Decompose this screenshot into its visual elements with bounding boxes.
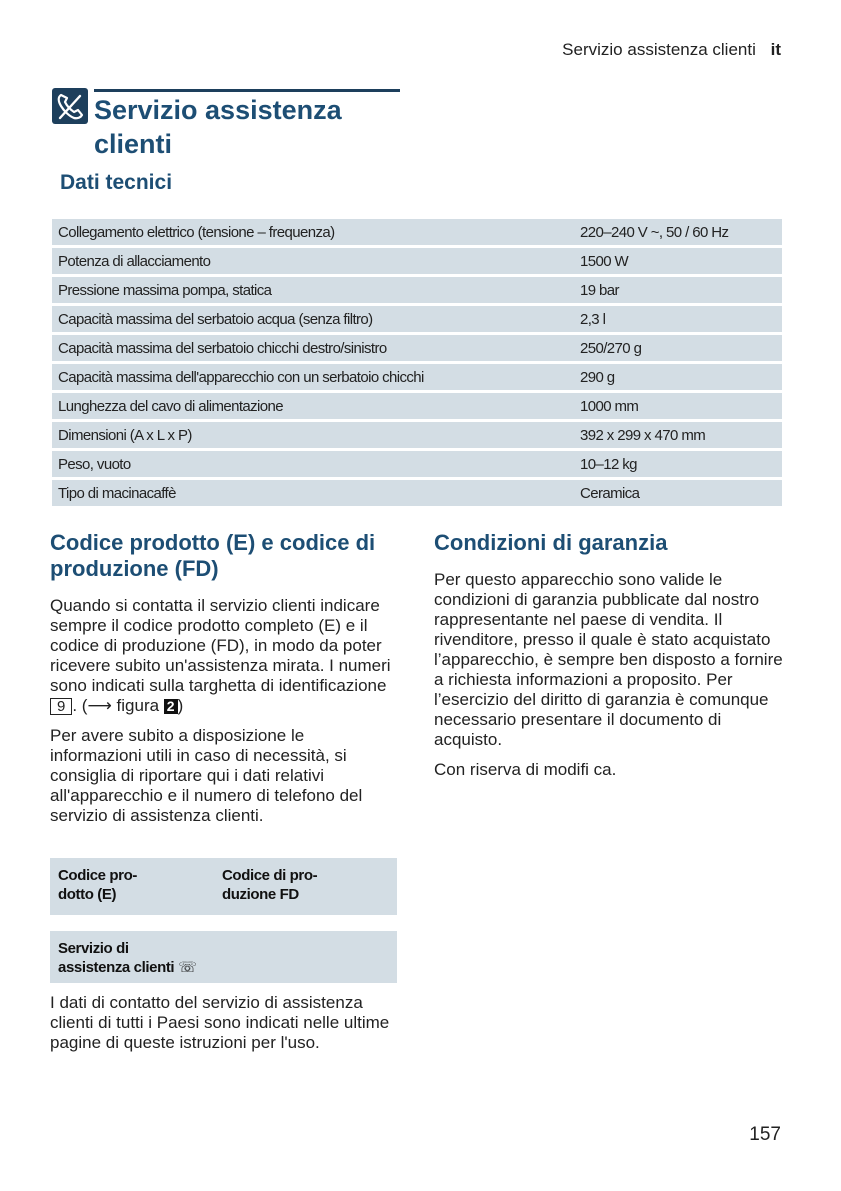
service-entry-box [50, 928, 397, 983]
production-code-label: Codice di pro- duzione FD [222, 867, 318, 903]
tech-data-value: 392 x 299 x 470 mm [574, 421, 782, 450]
tech-data-value: 290 g [574, 363, 782, 392]
product-code-paragraph-2: Per avere subito a disposizione le informazioni utili in caso di necessità, si consiglia di riportare qui i dati relativi all'apparecchio e il numero di telefono del servizio di assistenza clienti. [50, 726, 363, 825]
tech-data-value: 19 bar [574, 276, 782, 305]
tech-data-label: Capacità massima dell'apparecchio con un serbatoio chicchi [52, 363, 574, 392]
tech-data-row [52, 479, 782, 508]
product-code-title: Codice prodotto (E) e codice di produzione (FD) [50, 530, 376, 581]
tech-data-value: 1000 mm [574, 392, 782, 421]
tech-data-table [52, 219, 782, 509]
tech-data-value: 1500 W [574, 247, 782, 276]
tech-data-title: Dati tecnici [60, 171, 173, 194]
rating-plate-ref: 9 [50, 698, 72, 715]
product-code-section [50, 530, 400, 836]
chapter-title-line2: clienti [94, 129, 173, 159]
tech-data-label: Tipo di macinacaffè [52, 479, 574, 508]
tech-data-label: Capacità massima del serbatoio chicchi destro/sinistro [52, 334, 574, 363]
figure-number: 2 [164, 699, 178, 714]
product-code-p1-text: Quando si contatta il servizio clienti indicare sempre il codice prodotto completo (E) e il codice di produzione (FD), in modo da poter ricevere subito un'assistenza mirata. I numeri sono indicati sulla targhetta di identificazione [50, 596, 391, 695]
tech-data-value: 10–12 kg [574, 450, 782, 479]
chapter-title-line1: Servizio assistenza [94, 95, 342, 125]
product-code-entry-box [50, 855, 397, 915]
tech-data-value: Ceramica [574, 479, 782, 508]
product-code-label: Codice pro- dotto (E) [58, 867, 137, 903]
tech-data-value: 250/270 g [574, 334, 782, 363]
tech-data-value: 2,3 l [574, 305, 782, 334]
figure-ref-prefix: . (⟶ figura [72, 696, 164, 715]
page-number: 157 [749, 1124, 781, 1145]
tech-data-row [52, 334, 782, 363]
service-label-text: Servizio di assistenza clienti [58, 940, 175, 976]
tech-data-row [52, 392, 782, 421]
tech-data-row [52, 421, 782, 450]
figure-ref-suffix: ) [177, 696, 184, 715]
tech-data-label: Capacità massima del serbatoio acqua (senza filtro) [52, 305, 574, 334]
warranty-title: Condizioni di garanzia [434, 530, 668, 555]
header-language-code: it [770, 40, 781, 59]
tech-data-row [52, 219, 782, 247]
warranty-section [434, 530, 784, 790]
tech-data-value: 220–240 V ~, 50 / 60 Hz [574, 219, 782, 247]
tech-data-label: Lunghezza del cavo di alimentazione [52, 392, 574, 421]
telephone-icon: ☏ [178, 959, 197, 976]
header-section-name: Servizio assistenza clienti [562, 40, 756, 59]
phone-wrench-icon [52, 88, 88, 124]
tech-data-label: Potenza di allacciamento [52, 247, 574, 276]
tech-data-row [52, 450, 782, 479]
tech-data-row [52, 305, 782, 334]
tech-data-label: Pressione massima pompa, statica [52, 276, 574, 305]
tech-data-row [52, 363, 782, 392]
warranty-paragraph-2: Con riserva di modifi ca. [434, 760, 617, 779]
warranty-paragraph-1: Per questo apparecchio sono valide le condizioni di garanzia pubblicate dal nostro rappresentante nel paese di vendita. Il rivenditore, presso il quale è stato acquistato l’apparecchio, è sempre ben disposto a fornire a richiesta informazioni a proposito. Per l’esercizio del diritto di garanzia è comunque necessario presentare il documento di acquisto. [434, 570, 783, 749]
title-rule [94, 89, 400, 92]
tech-data-row [52, 276, 782, 305]
tech-data-row [52, 247, 782, 276]
running-header [562, 40, 781, 60]
product-code-paragraph-1 [50, 596, 400, 716]
tech-data-label: Dimensioni (A x L x P) [52, 421, 574, 450]
service-label [58, 939, 197, 977]
contact-info-paragraph: I dati di contatto del servizio di assistenza clienti di tutti i Paesi sono indicati nelle ultime pagine di queste istruzioni per l'uso. [50, 993, 390, 1052]
tech-data-label: Collegamento elettrico (tensione – frequenza) [52, 219, 574, 247]
tech-data-label: Peso, vuoto [52, 450, 574, 479]
chapter-title [94, 93, 414, 161]
